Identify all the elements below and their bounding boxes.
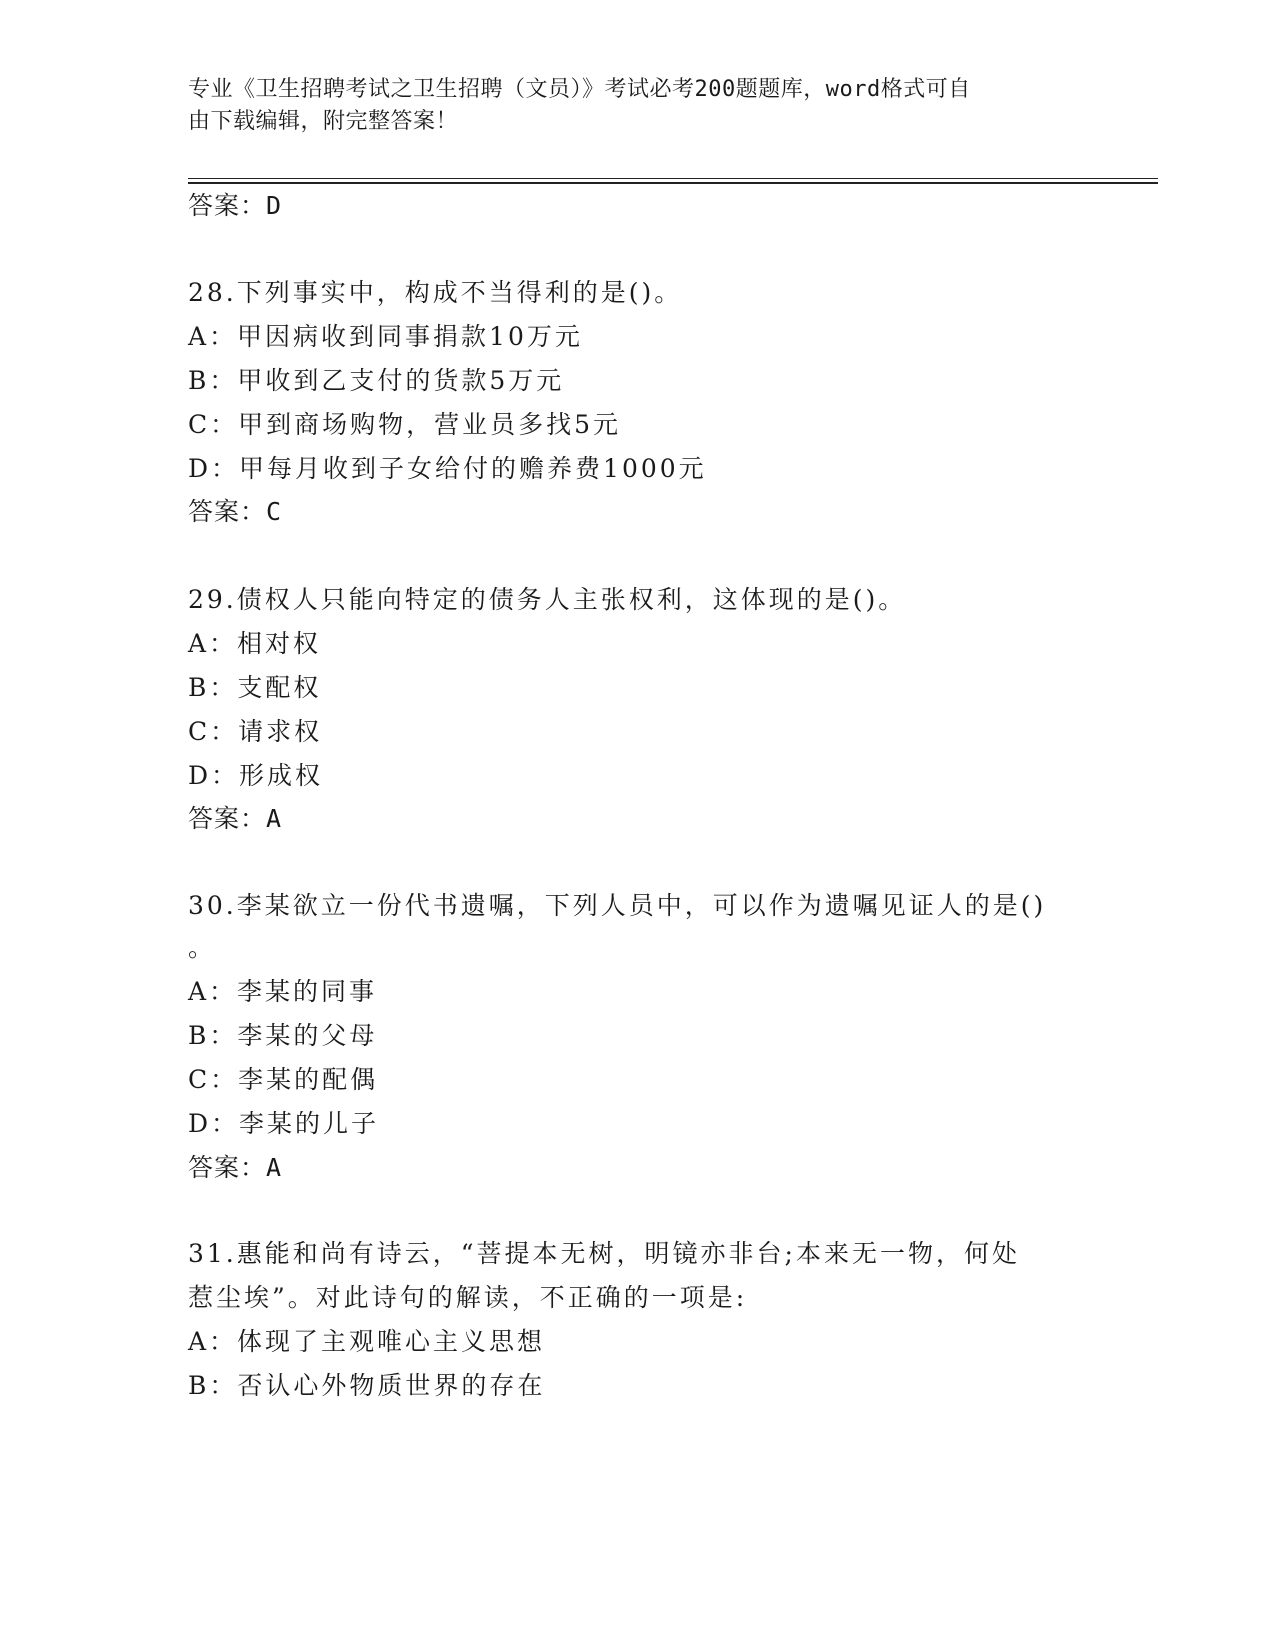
question-stem-continued: 。 <box>188 933 217 962</box>
option-b: B：否认心外物质世界的存在 <box>188 1371 546 1400</box>
header-line-1: 专业《卫生招聘考试之卫生招聘（文员）》考试必考200题题库，word格式可自 <box>188 77 971 102</box>
option-a: A：相对权 <box>188 629 322 658</box>
question-stem: 29.债权人只能向特定的债务人主张权利，这体现的是()。 <box>188 585 907 614</box>
option-c: C：请求权 <box>188 717 323 746</box>
answer-label: 答案： <box>188 804 267 833</box>
option-a: A：李某的同事 <box>188 977 378 1006</box>
option-c: C：甲到商场购物，营业员多找5元 <box>188 410 622 439</box>
question-stem-continued: 惹尘埃”。对此诗句的解读，不正确的一项是: <box>188 1283 748 1312</box>
answer-label: 答案： <box>188 191 267 220</box>
question-stem: 31.惠能和尚有诗云，“菩提本无树，明镜亦非台;本来无一物，何处 <box>188 1239 1020 1268</box>
answer-value: A <box>266 804 283 833</box>
answer-value: A <box>266 1153 283 1182</box>
question-stem: 28.下列事实中，构成不当得利的是()。 <box>188 278 683 307</box>
answer-line <box>188 492 282 528</box>
header-line-2: 由下载编辑，附完整答案！ <box>188 109 459 134</box>
answer-value: C <box>266 497 283 526</box>
option-a: A：甲因病收到同事捐款10万元 <box>188 322 583 351</box>
answer-label: 答案： <box>188 1153 267 1182</box>
option-b: B：甲收到乙支付的货款5万元 <box>188 366 565 395</box>
option-c: C：李某的配偶 <box>188 1065 379 1094</box>
question-stem: 30.李某欲立一份代书遗嘱，下列人员中，可以作为遗嘱见证人的是() <box>188 891 1047 920</box>
answer-value: D <box>266 191 283 220</box>
answer-line <box>188 799 282 835</box>
option-d: D：形成权 <box>188 761 324 790</box>
answer-label: 答案： <box>188 497 267 526</box>
option-d: D：甲每月收到子女给付的赡养费1000元 <box>188 454 707 483</box>
option-b: B：支配权 <box>188 673 322 702</box>
answer-line <box>188 1148 282 1184</box>
document-header <box>188 74 1068 138</box>
option-d: D：李某的儿子 <box>188 1109 380 1138</box>
option-b: B：李某的父母 <box>188 1021 378 1050</box>
option-a: A：体现了主观唯心主义思想 <box>188 1327 546 1356</box>
header-divider-thin <box>188 178 1158 179</box>
header-divider-thick <box>188 182 1158 184</box>
answer-line <box>188 186 282 222</box>
